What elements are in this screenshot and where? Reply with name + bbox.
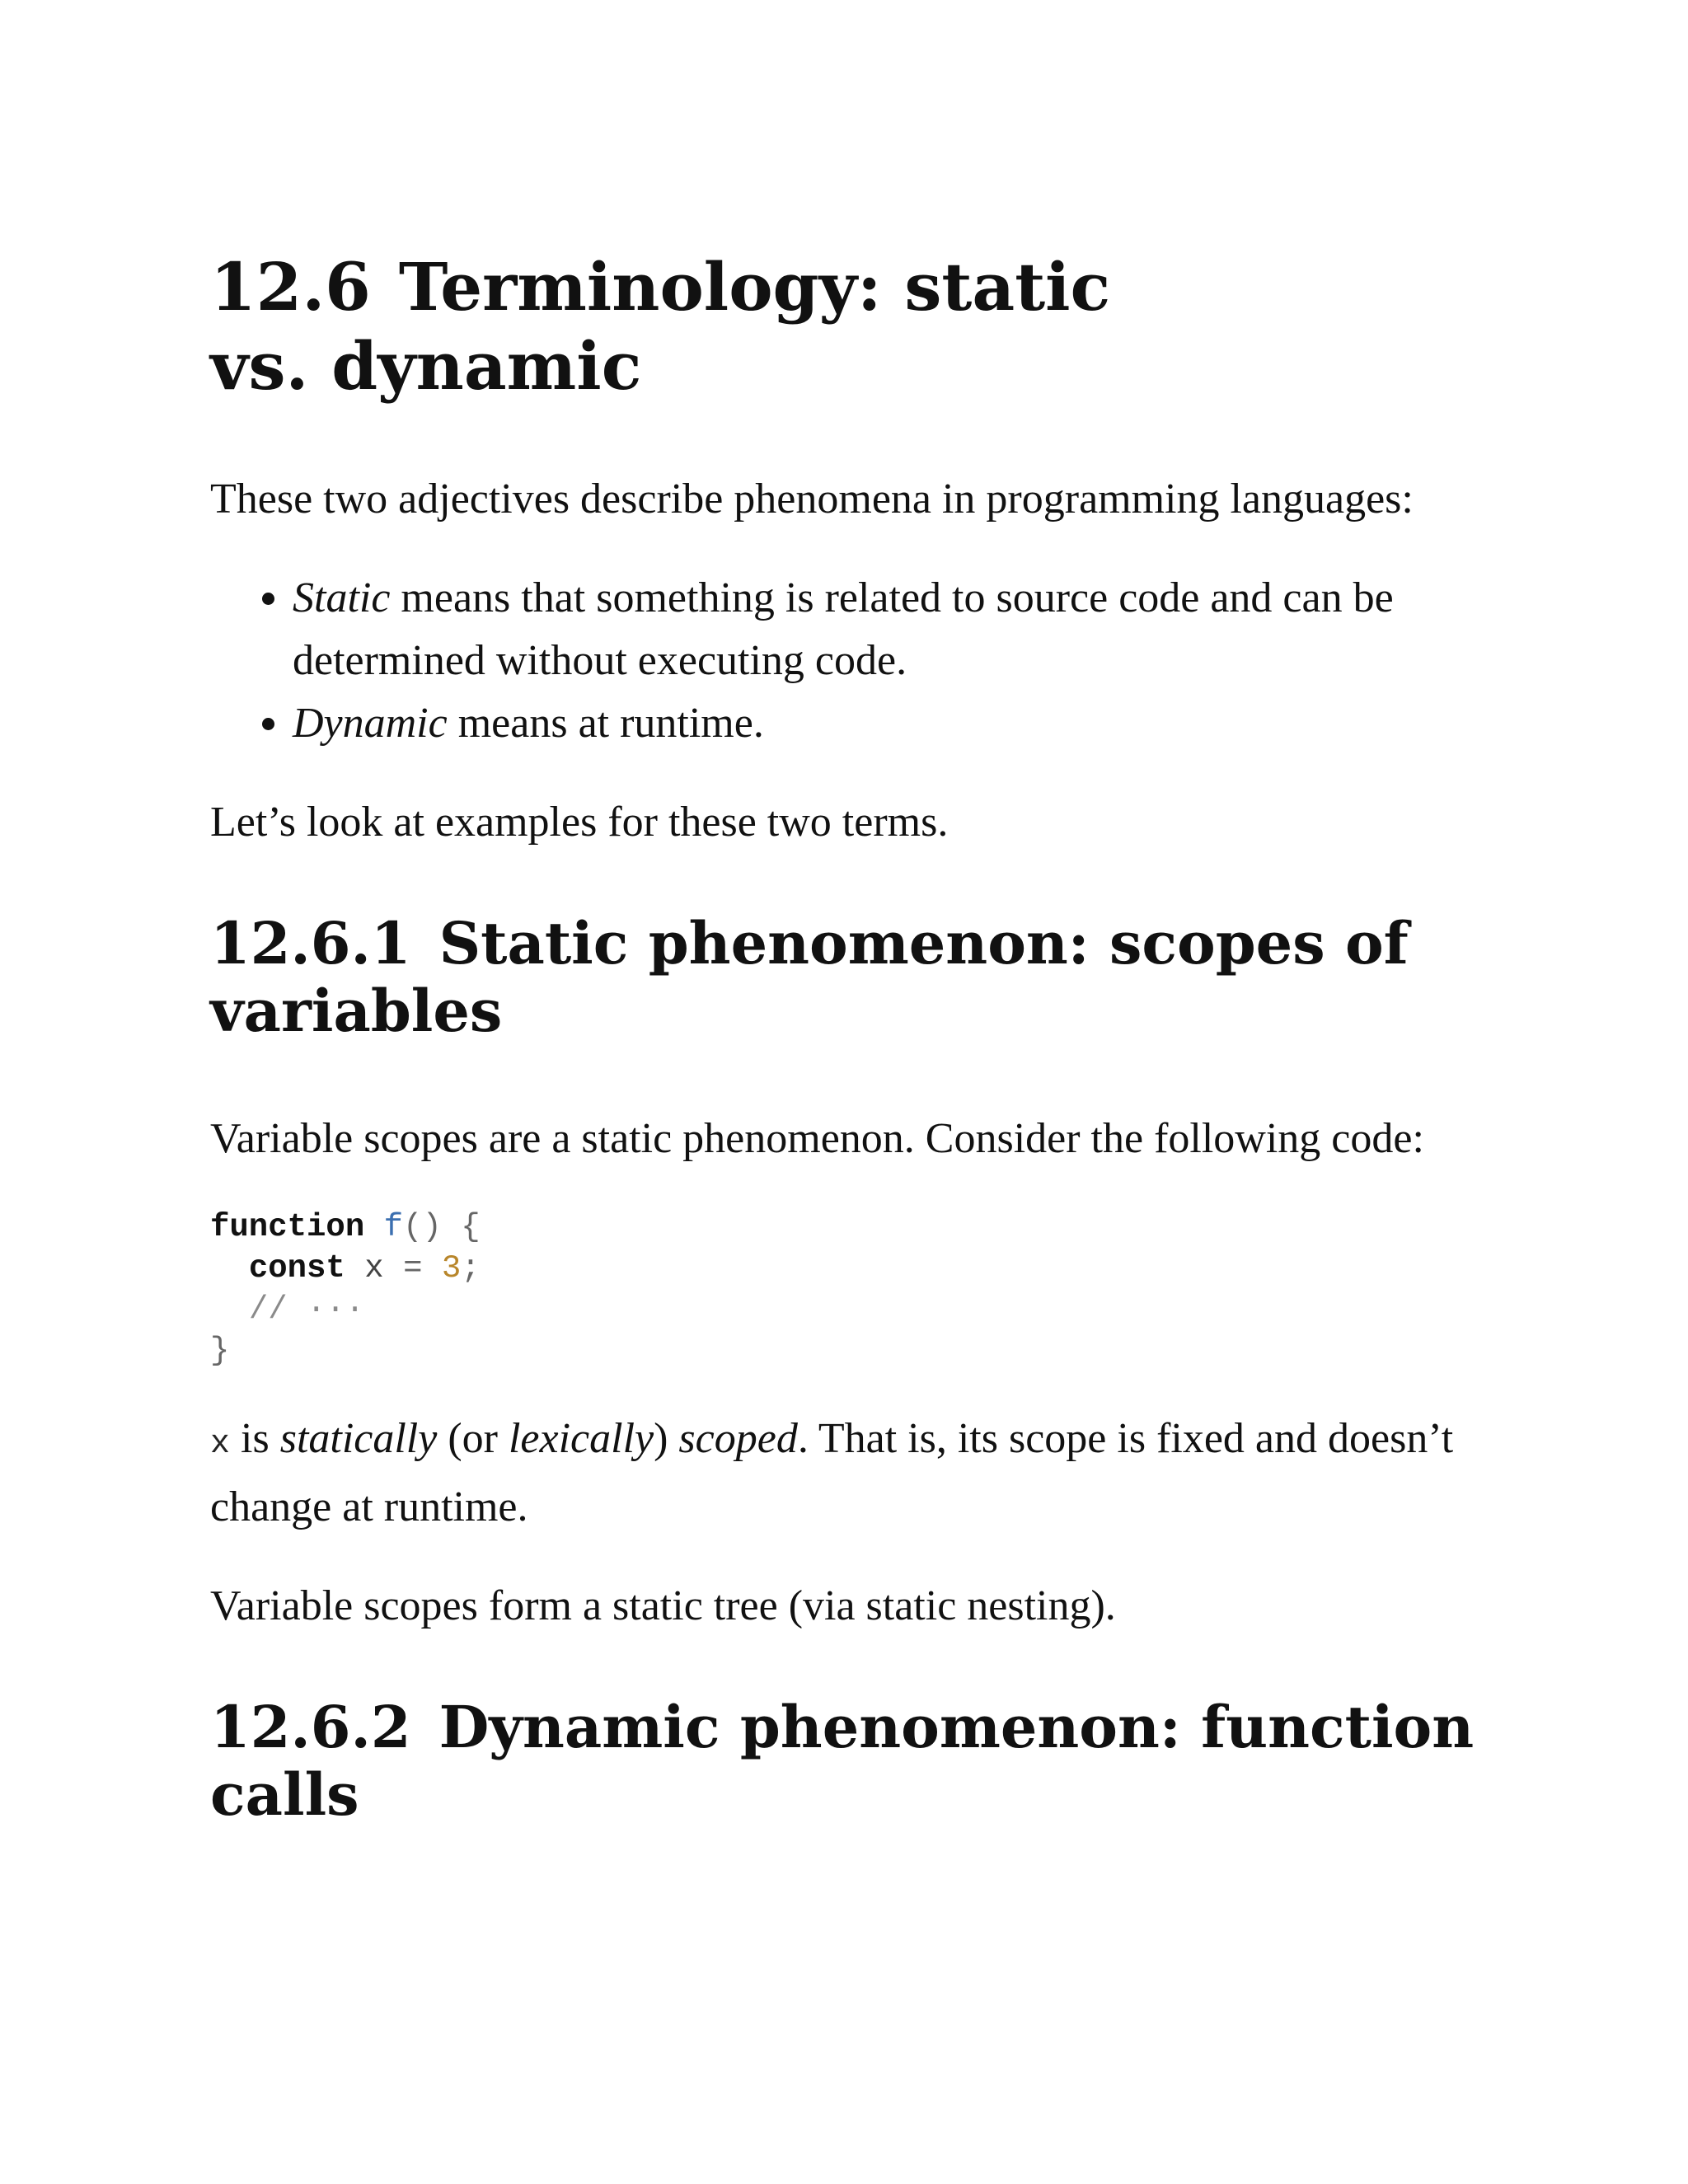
text-run: ) (654, 1415, 679, 1462)
list-item (293, 567, 1496, 692)
intro-paragraph: These two adjectives describe phenomena in programming languages: (210, 476, 1414, 523)
lead-in-paragraph: Let’s look at examples for these two terms. (210, 799, 949, 846)
definition-list (210, 567, 1496, 755)
term-dynamic: Dynamic (293, 700, 448, 747)
subsection-number: 12.6.2 (210, 1693, 411, 1761)
definition-text: means that something is related to source code and can be determined without executing code. (293, 574, 1394, 684)
list-item (293, 692, 1496, 755)
text-run: . That is, its scope is fixed and doesn’t change at runtime. (210, 1415, 1454, 1530)
subsection-title: Static phenomenon: scopes of variables (210, 909, 1409, 1045)
text-run: is (230, 1415, 280, 1462)
term-static: Static (293, 574, 391, 621)
code-comment: // ··· (248, 1291, 365, 1328)
code-keyword: const (248, 1250, 345, 1286)
code-punctuation: () (403, 1209, 442, 1245)
text-run: (or (437, 1415, 509, 1462)
code-keyword: function (210, 1209, 365, 1245)
code-punctuation: { (461, 1209, 481, 1245)
code-punctuation: } (210, 1333, 230, 1369)
emphasis: lexically (508, 1415, 654, 1462)
definition-text: means at runtime. (447, 700, 764, 747)
explanation-paragraph (210, 1408, 1496, 1539)
section-heading (210, 247, 1183, 405)
code-block (210, 1207, 1496, 1371)
inline-code: x (210, 1426, 231, 1463)
emphasis: statically (279, 1415, 438, 1462)
section-title: Terminology: static vs. dynamic (210, 248, 1111, 405)
tree-note-paragraph: Variable scopes form a static tree (via static nesting). (210, 1582, 1116, 1629)
subsection-heading-1 (210, 910, 1496, 1045)
code-variable: x (364, 1250, 384, 1286)
code-punctuation: ; (461, 1250, 481, 1286)
document-page (210, 247, 1496, 1891)
subsection-heading-2 (210, 1694, 1496, 1829)
code-function-name: f (383, 1209, 404, 1245)
emphasis: scoped (678, 1415, 798, 1462)
section-number: 12.6 (210, 248, 371, 326)
code-operator: = (403, 1250, 423, 1286)
scopes-paragraph: Variable scopes are a static phenomenon. Consider the following code: (210, 1115, 1424, 1162)
subsection-title: Dynamic phenomenon: function calls (210, 1693, 1475, 1829)
code-number: 3 (441, 1250, 462, 1286)
subsection-number: 12.6.1 (210, 909, 411, 977)
